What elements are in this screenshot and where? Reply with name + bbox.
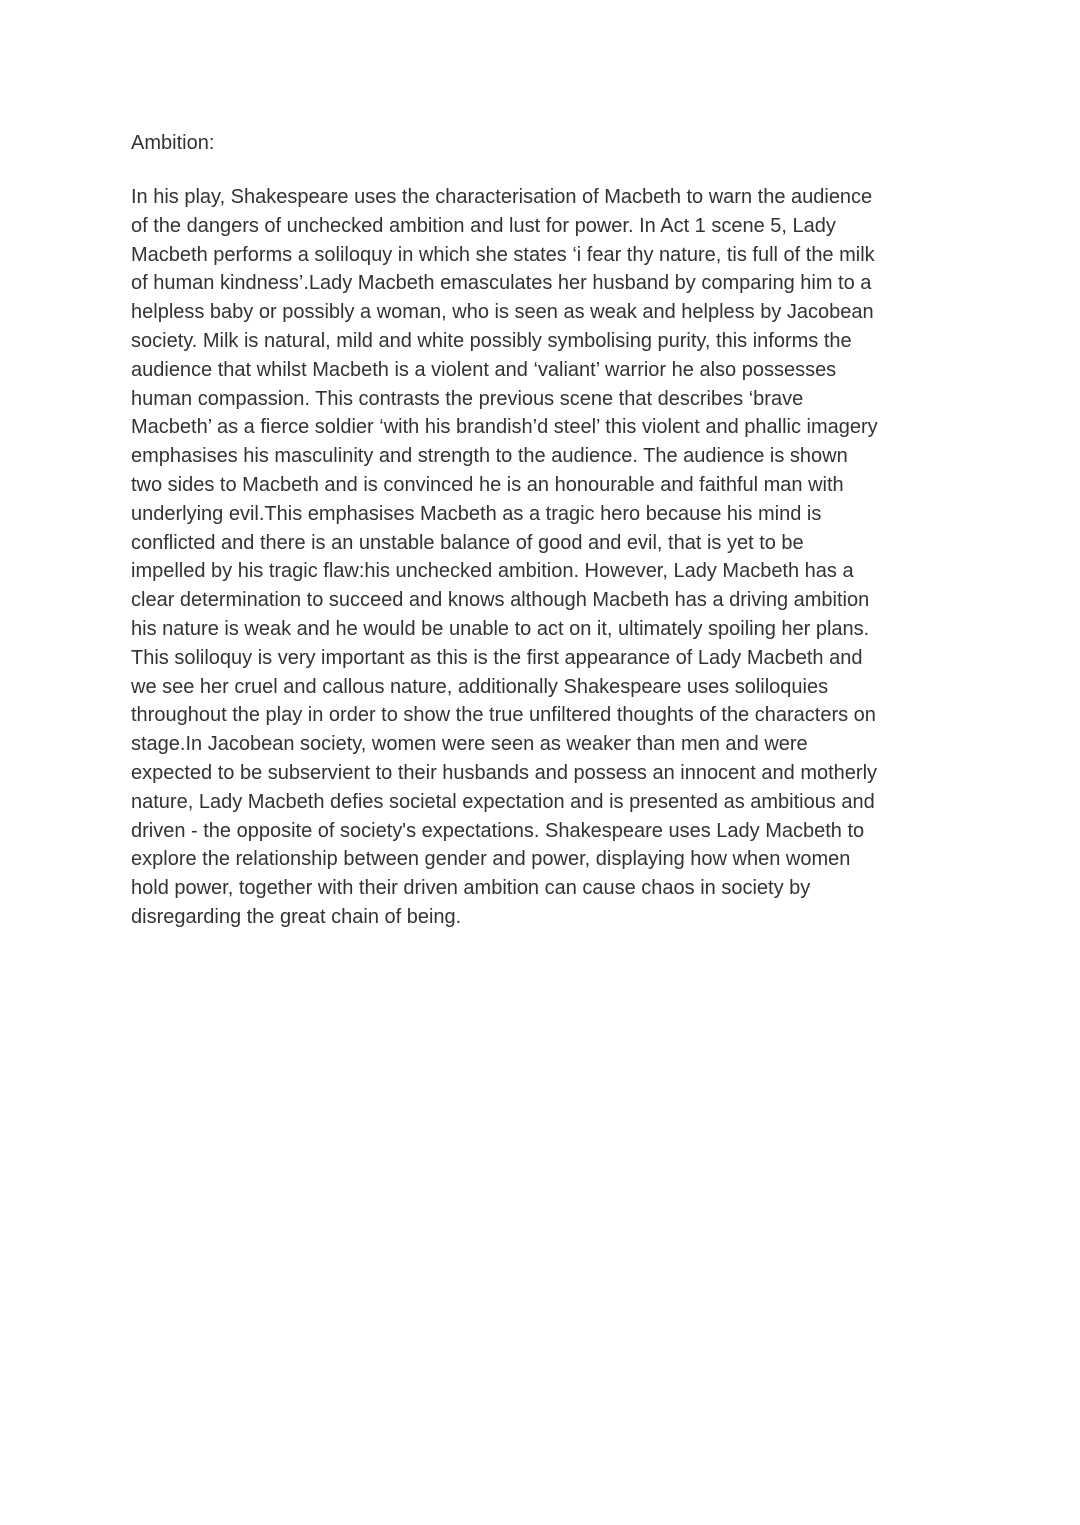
text-line: underlying evil.This emphasises Macbeth as a tragic hero because his mind is [131,502,822,525]
text-line: clear determination to succeed and knows although Macbeth has a driving ambition [131,589,870,612]
text-line: his nature is weak and he would be unable to act on it, ultimately spoiling her plans. [131,617,870,640]
text-line: helpless baby or possibly a woman, who is seen as weak and helpless by Jacobean [131,301,874,324]
text-line: In his play, Shakespeare uses the characterisation of Macbeth to warn the audience [131,186,873,208]
text-line: driven - the opposite of society's expectations. Shakespeare uses Lady Macbeth to [131,819,865,842]
text-line: human compassion. This contrasts the previous scene that describes ‘brave [131,387,804,410]
text-line: throughout the play in order to show the true unfiltered thoughts of the characters on [131,704,876,727]
text-line: impelled by his tragic flaw:his unchecked ambition. However, Lady Macbeth has a [131,560,854,583]
text-line: explore the relationship between gender and power, displaying how when women [131,848,851,871]
text-line: of human kindness’.Lady Macbeth emasculates her husband by comparing him to a [131,272,872,295]
section-heading: Ambition: [131,132,215,154]
text-line: Macbeth’ as a fierce soldier ‘with his brandish’d steel’ this violent and phallic imagery [131,416,878,439]
text-line: nature, Lady Macbeth defies societal expectation and is presented as ambitious and [131,790,875,813]
text-line: Macbeth performs a soliloquy in which she states ‘i fear thy nature, tis full of the milk [131,243,875,266]
text-line: of the dangers of unchecked ambition and lust for power. In Act 1 scene 5, Lady [131,214,836,237]
text-line: This soliloquy is very important as this is the first appearance of Lady Macbeth and [131,646,863,669]
text-line: society. Milk is natural, mild and white possibly symbolising purity, this informs the [131,329,852,352]
text-line: expected to be subservient to their husbands and possess an innocent and motherly [131,761,878,784]
essay-paragraph [131,183,971,932]
text-line: emphasises his masculinity and strength to the audience. The audience is shown [131,445,848,468]
text-line: disregarding the great chain of being. [131,905,462,928]
text-line: audience that whilst Macbeth is a violent and ‘valiant’ warrior he also possesses [131,358,837,381]
text-line: stage.In Jacobean society, women were seen as weaker than men and were [131,733,808,756]
text-line: hold power, together with their driven ambition can cause chaos in society by [131,877,811,900]
text-line: we see her cruel and callous nature, additionally Shakespeare uses soliloquies [131,675,829,698]
text-line: conflicted and there is an unstable balance of good and evil, that is yet to be [131,531,804,554]
text-line: two sides to Macbeth and is convinced he is an honourable and faithful man with [131,473,844,496]
